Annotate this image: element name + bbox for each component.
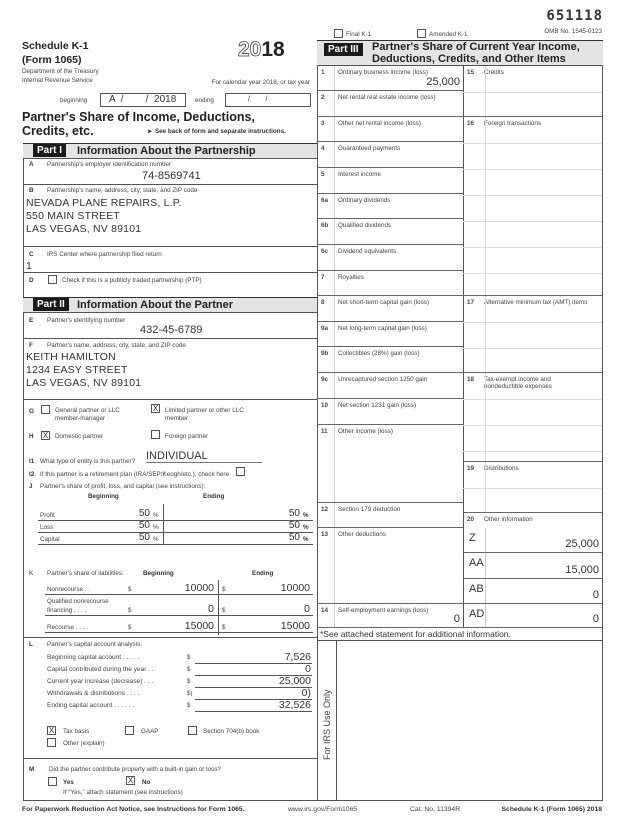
box-label: Net section 1231 gain (loss) xyxy=(338,402,417,409)
box-label: Other information xyxy=(484,516,533,523)
other-info-code: AB xyxy=(469,583,484,595)
catalog-number: Cat. No. 11394R xyxy=(410,806,461,813)
share-label: Partner's share of profit, loss, and capital (see instructions): xyxy=(40,483,206,490)
final-k1-label: Final K-1 xyxy=(346,31,372,38)
divider xyxy=(334,168,335,193)
calendar-year-text: For calendar year 2018, or tax year xyxy=(211,79,310,86)
faint-line xyxy=(463,273,602,274)
faint-line xyxy=(463,399,602,400)
dollar-prefix: $ xyxy=(187,666,191,673)
ptp-label: Check if this is a publicly traded partnership (PTP) xyxy=(62,277,202,284)
box-label: Other income (loss) xyxy=(338,428,393,435)
capital-row-label: Capital contributed during the year . . xyxy=(47,666,154,673)
other-info-entry[interactable] xyxy=(463,604,602,628)
faint-line xyxy=(463,92,602,93)
amended-k1-checkbox[interactable] xyxy=(417,29,426,38)
box-label: Unrecaptured section 1250 gain xyxy=(338,376,428,383)
qualified-nonrecourse-label: Qualified nonrecourse xyxy=(47,598,109,605)
item-letter: D xyxy=(29,277,34,284)
partner-name[interactable]: KEITH HAMILTON xyxy=(26,351,116,363)
box-number: 4 xyxy=(321,145,325,152)
other-explain-label: Other (explain) xyxy=(63,740,105,747)
divider xyxy=(485,604,486,627)
faint-divider xyxy=(485,462,486,512)
item-letter: E xyxy=(29,317,34,324)
partner-name-label: Partner's name, address, city, state, and ZIP code xyxy=(47,342,186,349)
faint-line xyxy=(463,143,602,144)
row-line xyxy=(195,687,312,688)
dollar-sign: $ xyxy=(128,624,132,631)
gaap-label: GAAP xyxy=(141,728,159,735)
item-letter: A xyxy=(29,161,34,168)
box-label: Other deductions xyxy=(338,531,386,538)
box-number: 1 xyxy=(321,69,325,76)
partnership-name[interactable]: NEVADA PLANE REPAIRS, L.P. xyxy=(26,197,182,209)
divider xyxy=(334,347,335,372)
box-11[interactable] xyxy=(317,425,463,503)
faint-line xyxy=(463,169,602,170)
percent-sign: % xyxy=(303,536,309,543)
faint-divider xyxy=(485,373,486,461)
ptp-checkbox[interactable] xyxy=(48,275,57,284)
amended-k1-label: Amended K-1 xyxy=(429,31,468,38)
box-number: 3 xyxy=(321,120,325,127)
box-value[interactable]: 25,000 xyxy=(426,76,460,88)
box-label: Net short-term capital gain (loss) xyxy=(338,299,429,306)
box-number: 8 xyxy=(321,299,325,306)
box-19[interactable] xyxy=(463,462,602,513)
divider xyxy=(334,245,335,270)
retirement-plan-checkbox[interactable] xyxy=(236,467,245,476)
box-number: 16 xyxy=(467,120,475,127)
share-begin-value[interactable]: 50 xyxy=(138,508,150,519)
ending-date-field[interactable]: / / xyxy=(225,93,311,107)
faint-line xyxy=(463,425,602,426)
row-line xyxy=(45,615,313,616)
box-3[interactable] xyxy=(317,117,463,142)
capital-row-value[interactable]: 32,526 xyxy=(278,699,311,711)
part3-tag: Part III xyxy=(324,43,363,56)
divider xyxy=(334,528,335,603)
box-number: 13 xyxy=(321,531,329,538)
faint-line xyxy=(463,488,602,489)
box-label: Alternative minimum tax (AMT) items xyxy=(484,299,588,306)
limited-partner-checkbox[interactable]: X xyxy=(152,404,159,413)
divider xyxy=(334,271,335,295)
row-line xyxy=(45,594,313,595)
faint-line xyxy=(463,348,602,349)
capital-account-label: Partner's capital account analysis: xyxy=(47,641,143,648)
box-number: 9a xyxy=(321,325,329,332)
faint-line xyxy=(463,451,602,452)
limited-partner-label-2: member xyxy=(165,415,189,422)
item-letter: B xyxy=(29,187,34,194)
faint-line xyxy=(463,247,602,248)
share-row-label: Loss xyxy=(40,524,54,531)
share-end-value[interactable]: 50 xyxy=(288,532,300,543)
tax-year-bold: 18 xyxy=(261,38,285,61)
divider xyxy=(334,117,335,141)
box-15[interactable] xyxy=(463,66,602,117)
row-line xyxy=(195,711,312,712)
capital-row-label: Ending capital account . . . . . . xyxy=(47,702,135,709)
divider xyxy=(334,604,335,627)
part1-title: Information About the Partnership xyxy=(77,145,256,157)
divider xyxy=(334,425,335,502)
item-letter: K xyxy=(29,570,34,577)
box-label: Guaranteed payments xyxy=(338,145,401,152)
box-label: Distributions xyxy=(484,465,519,472)
beginning-date-field[interactable]: A / / 2018 xyxy=(100,93,186,107)
box-13[interactable] xyxy=(317,528,463,604)
built-in-gain-label: Did the partner contribute property with a built-in gain or loss? xyxy=(49,766,221,773)
faint-divider xyxy=(485,117,486,295)
section-704b-checkbox[interactable] xyxy=(188,726,197,735)
nonrecourse-end-value[interactable]: 10000 xyxy=(280,582,310,594)
capital-row-label: Beginning capital account . . . . . xyxy=(47,654,140,661)
box-14[interactable] xyxy=(317,604,463,628)
other-info-entry[interactable] xyxy=(463,579,602,604)
item-letter: C xyxy=(29,251,34,258)
tax-year xyxy=(238,38,285,62)
partnership-city[interactable]: LAS VEGAS, NV 89101 xyxy=(26,223,142,235)
percent-sign: % xyxy=(303,512,309,519)
item-letter: L xyxy=(29,641,33,648)
item-letter: I1 xyxy=(29,458,35,465)
box-number: 9b xyxy=(321,350,329,357)
dollar-sign: $ xyxy=(128,586,132,593)
box-2[interactable] xyxy=(317,91,463,117)
box-5[interactable] xyxy=(317,168,463,194)
domestic-partner-checkbox[interactable]: X xyxy=(42,431,49,440)
box-9b[interactable] xyxy=(317,347,463,373)
recourse-begin-value[interactable]: 15000 xyxy=(184,620,214,632)
box-number: 5 xyxy=(321,171,325,178)
ein-label: Partnership's employer identification number xyxy=(47,161,172,168)
j-beginning-header: Beginning xyxy=(88,493,119,500)
faint-line xyxy=(463,322,602,323)
entity-type-value[interactable]: INDIVIDUAL xyxy=(146,450,262,463)
other-info-code: AA xyxy=(469,557,484,569)
box-label: Royalties xyxy=(338,274,364,281)
box-label: Ordinary business income (loss) xyxy=(338,69,428,76)
divider xyxy=(334,142,335,167)
other-info-entry[interactable] xyxy=(463,528,602,553)
row-line xyxy=(38,520,313,521)
partner-city[interactable]: LAS VEGAS, NV 89101 xyxy=(26,377,142,389)
other-info-value[interactable]: 0 xyxy=(592,589,599,601)
share-begin-value[interactable]: 50 xyxy=(138,520,150,531)
item-letter: M xyxy=(29,766,35,773)
other-info-code: AD xyxy=(469,608,485,620)
percent-sign: % xyxy=(153,524,159,531)
form-number: (Form 1065) xyxy=(22,54,82,66)
irs-center-value[interactable]: 1 xyxy=(26,260,33,272)
box-label: Net rental real estate income (loss) xyxy=(338,94,436,101)
yes-label: Yes xyxy=(63,779,74,786)
partnership-name-label: Partnership's name, address, city, state, and ZIP code xyxy=(47,187,198,194)
department: Department of the Treasury xyxy=(22,68,99,75)
qualified-nonrecourse-label-2: financing . . . . xyxy=(47,607,87,614)
divider xyxy=(334,373,335,398)
share-row-label: Capital xyxy=(40,536,60,543)
recourse-label: Recourse . . . . xyxy=(47,624,88,631)
box-label: Net long-term capital gain (loss) xyxy=(338,325,427,332)
box-1[interactable] xyxy=(317,66,463,91)
box-label: Tax-exempt income and xyxy=(484,376,551,383)
box-6a[interactable] xyxy=(317,194,463,219)
beginning-label: beginning xyxy=(60,97,88,104)
item-letter: G xyxy=(29,408,34,415)
box-6b[interactable] xyxy=(317,219,463,245)
form-code: 651118 xyxy=(546,8,603,24)
dollar-sign: $ xyxy=(222,607,226,614)
box-9c[interactable] xyxy=(317,373,463,399)
domestic-partner-label: Domestic partner xyxy=(55,433,103,440)
share-row-label: Profit xyxy=(40,512,55,519)
box-value[interactable]: 0 xyxy=(453,613,460,625)
nonrecourse-label: Nonrecourse . . xyxy=(47,586,91,593)
partnership-street[interactable]: 550 MAIN STREET xyxy=(26,210,121,222)
other-info-value[interactable]: 25,000 xyxy=(565,538,599,550)
box-8[interactable] xyxy=(317,296,463,322)
item-letter: H xyxy=(29,433,34,440)
box-number: 18 xyxy=(467,376,475,383)
irs-center-label: IRS Center where partnership filed return xyxy=(47,251,162,258)
dollar-prefix: $ xyxy=(187,678,191,685)
other-info-code: Z xyxy=(469,532,476,544)
box-label: Credits xyxy=(484,69,504,76)
built-in-gain-no-checkbox[interactable]: X xyxy=(127,776,134,785)
box-number: 6c xyxy=(321,248,329,255)
general-partner-label: General partner or LLC xyxy=(55,407,120,414)
partnership-ein[interactable]: 74-8569741 xyxy=(142,170,201,182)
recourse-end-value[interactable]: 15000 xyxy=(280,620,310,632)
divider xyxy=(334,194,335,218)
item-letter: I2 xyxy=(29,471,35,478)
box-label: Dividend equivalents xyxy=(338,248,397,255)
item-letter: F xyxy=(29,342,33,349)
k-ending-header: Ending xyxy=(252,570,274,577)
part3-title-line1: Partner's Share of Current Year Income, xyxy=(372,41,580,53)
section-704b-label: Section 704(b) book xyxy=(203,728,260,735)
box-9a[interactable] xyxy=(317,322,463,347)
box-label: Interest income xyxy=(338,171,382,178)
divider xyxy=(334,399,335,424)
dollar-prefix: $ xyxy=(187,654,191,661)
gaap-checkbox[interactable] xyxy=(125,726,134,735)
item-letter: J xyxy=(29,483,33,490)
retirement-plan-label: If this partner is a retirement plan (IRA/SEP/Keogh/etc.), check here xyxy=(40,471,229,478)
divider xyxy=(334,503,335,527)
box-7[interactable] xyxy=(317,271,463,296)
box-number: 6a xyxy=(321,197,329,204)
box-number: 14 xyxy=(321,607,329,614)
box-17[interactable] xyxy=(463,296,602,373)
box-number: 19 xyxy=(467,465,475,472)
tax-year-outline: 20 xyxy=(238,38,262,61)
box-number: 2 xyxy=(321,94,325,101)
capital-row-value[interactable]: 0 xyxy=(305,663,311,675)
box-number: 17 xyxy=(467,299,475,306)
box-number: 9c xyxy=(321,376,329,383)
entity-type-label: What type of entity is this partner? xyxy=(40,458,136,465)
general-partner-label-2: member-manager xyxy=(55,415,106,422)
liabilities-label: Partner's share of liabilities: xyxy=(47,570,124,577)
other-info-value[interactable]: 0 xyxy=(592,613,599,625)
no-label: No xyxy=(142,779,151,786)
part2-tag: Part II xyxy=(33,298,69,311)
box-number: 7 xyxy=(321,274,325,281)
divider xyxy=(334,91,335,116)
box-label: Collectibles (28%) gain (loss) xyxy=(338,350,420,357)
box-number: 15 xyxy=(467,69,475,76)
box-number: 10 xyxy=(321,402,329,409)
other-info-entry[interactable] xyxy=(463,553,602,579)
faint-divider xyxy=(485,296,486,372)
tax-basis-checkbox[interactable]: X xyxy=(48,726,55,735)
share-end-value[interactable]: 50 xyxy=(288,508,300,519)
box-number: 12 xyxy=(321,506,329,513)
box-label: Self-employment earnings (loss) xyxy=(338,607,429,614)
divider xyxy=(485,579,486,603)
ending-label: ending xyxy=(195,97,214,104)
box-label-2: nondeductible expenses xyxy=(484,383,552,390)
box-16[interactable] xyxy=(463,117,602,296)
paperwork-notice: For Paperwork Reduction Act Notice, see Instructions for Form 1065. xyxy=(22,806,245,813)
box-12[interactable] xyxy=(317,503,463,528)
other-info-value[interactable]: 15,000 xyxy=(565,564,599,576)
irs-url[interactable]: www.irs.gov/Form1065 xyxy=(288,806,358,813)
box-number: 20 xyxy=(467,516,475,523)
limited-partner-label: Limited partner or other LLC xyxy=(165,407,244,414)
box-18[interactable] xyxy=(463,373,602,462)
tax-basis-label: Tax basis xyxy=(63,728,90,735)
percent-sign: % xyxy=(303,524,309,531)
final-k1-checkbox[interactable] xyxy=(334,29,343,38)
footer-form-name: Schedule K-1 (Form 1065) 2018 xyxy=(501,806,602,813)
faint-line xyxy=(463,195,602,196)
irs-name: Internal Revenue Service xyxy=(22,77,93,84)
faint-line xyxy=(463,221,602,222)
form-title-line2: Credits, etc. xyxy=(22,124,94,138)
part2-title: Information About the Partner xyxy=(77,299,234,311)
omb-number: OMB No. 1545-0123 xyxy=(544,28,602,35)
part1-tag: Part I xyxy=(33,144,66,157)
nonrecourse-begin-value[interactable]: 10000 xyxy=(184,582,214,594)
faint-divider xyxy=(485,66,486,116)
schedule-title: Schedule K-1 xyxy=(22,40,89,52)
percent-sign: % xyxy=(153,536,159,543)
divider xyxy=(334,322,335,346)
box-label: Section 179 deduction xyxy=(338,506,401,513)
k-beginning-header: Beginning xyxy=(143,570,174,577)
other-explain-checkbox[interactable] xyxy=(47,738,56,747)
attached-statement-note: *See attached statement for additional information. xyxy=(320,629,511,639)
row-line xyxy=(45,632,313,633)
box-4[interactable] xyxy=(317,142,463,168)
dollar-sign: $ xyxy=(128,607,132,614)
partner-id-number[interactable]: 432-45-6789 xyxy=(140,324,203,336)
percent-sign: % xyxy=(153,512,159,519)
built-in-gain-note: If "Yes," attach statement (see instructions) xyxy=(63,789,183,796)
share-begin-value[interactable]: 50 xyxy=(138,532,150,543)
row-line xyxy=(38,532,313,533)
capital-row-value[interactable]: 25,000 xyxy=(278,675,311,687)
share-end-value[interactable]: 50 xyxy=(288,520,300,531)
form-title-line1: Partner's Share of Income, Deductions, xyxy=(22,110,255,124)
qualified-nonrecourse-begin-value[interactable]: 0 xyxy=(208,603,214,615)
partner-id-label: Partner's identifying number xyxy=(47,317,126,324)
dollar-prefix: $( xyxy=(187,690,193,697)
box-6c[interactable] xyxy=(317,245,463,271)
j-ending-header: Ending xyxy=(203,493,225,500)
box-number: 6b xyxy=(321,222,329,229)
dollar-prefix: $ xyxy=(187,702,191,709)
built-in-gain-yes-checkbox[interactable] xyxy=(48,777,57,786)
capital-row-value[interactable]: 0) xyxy=(301,687,311,699)
irs-use-only-label: For IRS Use Only xyxy=(322,689,332,760)
dollar-sign: $ xyxy=(222,624,226,631)
see-back-note: ► See back of form and separate instructions. xyxy=(147,128,286,135)
box-label: Other net rental income (loss) xyxy=(338,120,421,127)
box-label: Ordinary dividends xyxy=(338,197,391,204)
divider xyxy=(334,296,335,321)
divider xyxy=(485,528,486,552)
foreign-partner-label: Foreign partner xyxy=(165,433,209,440)
general-partner-checkbox[interactable] xyxy=(41,405,50,414)
divider xyxy=(334,219,335,244)
dollar-sign: $ xyxy=(222,586,226,593)
foreign-partner-checkbox[interactable] xyxy=(151,430,160,439)
box-number: 11 xyxy=(321,428,328,435)
row-line xyxy=(195,663,312,664)
divider xyxy=(485,553,486,578)
qualified-nonrecourse-end-value[interactable]: 0 xyxy=(304,603,310,615)
box-10[interactable] xyxy=(317,399,463,425)
capital-row-value[interactable]: 7,526 xyxy=(284,651,311,663)
part3-title-line2: Deductions, Credits, and Other Items xyxy=(372,53,566,65)
row-line xyxy=(38,544,313,545)
box-label: Qualified dividends xyxy=(338,222,392,229)
capital-row-label: Withdrawals & distributions . . . . xyxy=(47,690,140,697)
partner-street[interactable]: 1234 EASY STREET xyxy=(26,364,128,376)
capital-row-label: Current year increase (decrease) . . . xyxy=(47,678,154,685)
divider xyxy=(334,66,335,90)
box-label: Foreign transactions xyxy=(484,120,542,127)
